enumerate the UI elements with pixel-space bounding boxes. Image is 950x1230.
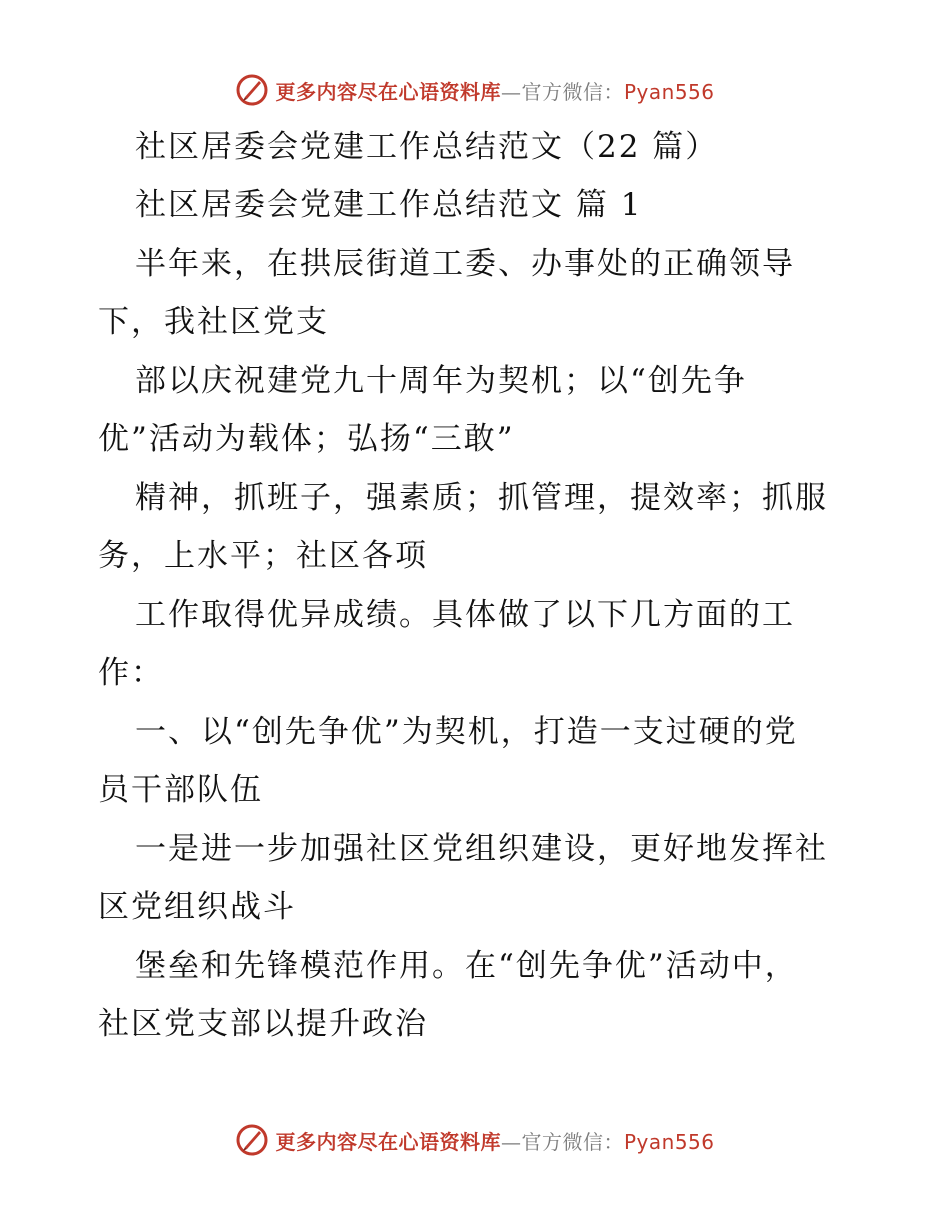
banner-wechat-label: 官方微信： bbox=[521, 1129, 624, 1154]
paragraph-line: 一是进一步加强社区党组织建设，更好地发挥社 bbox=[135, 831, 828, 867]
banner-wechat-label: 官方微信： bbox=[521, 79, 624, 104]
subsection-heading-cont: 员干部队伍 bbox=[98, 772, 263, 808]
banner-title: 更多内容尽在心语资料库 bbox=[275, 1129, 501, 1154]
paragraph-line: 社区党支部以提升政治 bbox=[98, 1006, 428, 1042]
header-banner-inner bbox=[235, 73, 714, 107]
footer-banner bbox=[0, 1120, 950, 1160]
header-banner bbox=[0, 70, 950, 110]
quill-pen-logo-icon bbox=[235, 1123, 269, 1157]
section-heading: 社区居委会党建工作总结范文 篇 1 bbox=[135, 187, 643, 223]
paragraph-line: 区党组织战斗 bbox=[98, 889, 296, 925]
document-title: 社区居委会党建工作总结范文（22 篇） bbox=[135, 129, 719, 165]
banner-dash: — bbox=[500, 1129, 522, 1154]
banner-title: 更多内容尽在心语资料库 bbox=[275, 79, 501, 104]
paragraph-line: 部以庆祝建党九十周年为契机；以“创先争 bbox=[135, 363, 747, 399]
quill-pen-logo-icon bbox=[235, 73, 269, 107]
footer-banner-inner bbox=[235, 1123, 714, 1157]
banner-wechat-id: Pyan556 bbox=[623, 1129, 715, 1154]
paragraph-line: 优”活动为载体；弘扬“三敢” bbox=[98, 421, 515, 457]
paragraph-line: 务，上水平；社区各项 bbox=[98, 538, 428, 574]
paragraph-line: 精神，抓班子，强素质；抓管理，提效率；抓服 bbox=[135, 480, 828, 516]
subsection-heading: 一、以“创先争优”为契机，打造一支过硬的党 bbox=[135, 714, 798, 750]
footer-banner-text bbox=[275, 1126, 714, 1155]
paragraph-line: 堡垒和先锋模范作用。在“创先争优”活动中， bbox=[135, 948, 798, 984]
paragraph-line: 半年来，在拱辰街道工委、办事处的正确领导 bbox=[135, 246, 795, 282]
header-banner-text bbox=[275, 76, 714, 105]
banner-dash: — bbox=[500, 79, 522, 104]
banner-wechat-id: Pyan556 bbox=[623, 79, 715, 104]
paragraph-line: 工作取得优异成绩。具体做了以下几方面的工 bbox=[135, 597, 795, 633]
paragraph-line: 作： bbox=[98, 655, 164, 691]
paragraph-line: 下，我社区党支 bbox=[98, 304, 329, 340]
